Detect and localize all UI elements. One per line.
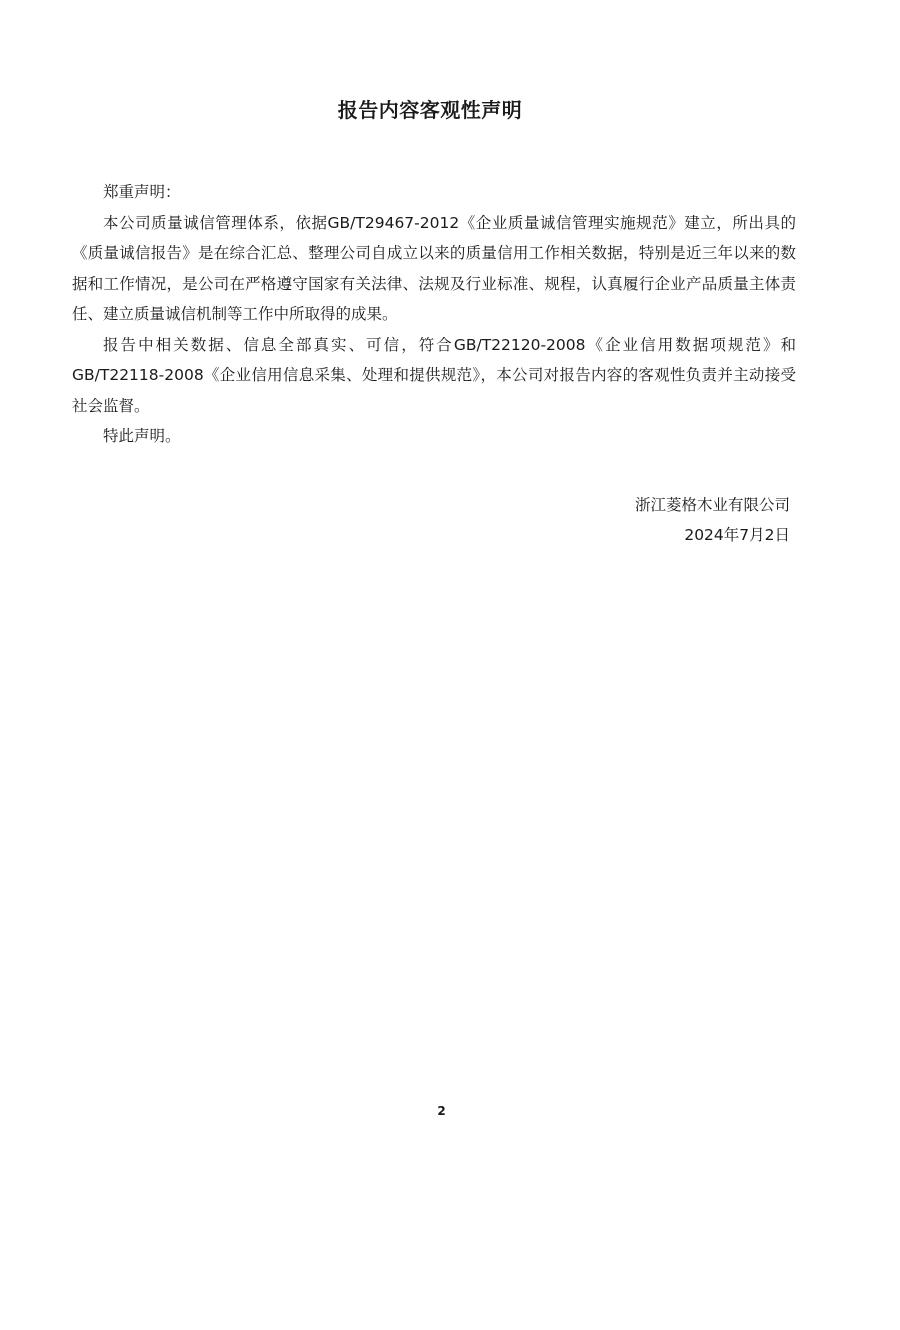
paragraph-1: 本公司质量诚信管理体系，依据GB/T29467-2012《企业质量诚信管理实施规范》建立，所出具的《质量诚信报告》是在综合汇总、整理公司自成立以来的质量信用工作相关数据，特别是近三年以来的数据和工作情况，是公司在严格遵守国家有关法律、法规及行业标准、规程，认真履行企业产品质量主体责任、建立质量诚信机制等工作中所取得的成果。: [72, 213, 796, 323]
company-name: 浙江菱格木业有限公司: [634, 496, 790, 514]
page-number: 2: [437, 1104, 446, 1118]
signature-date: 2024年7月2日: [684, 526, 790, 544]
paragraph-3: 特此声明。: [103, 427, 181, 445]
document-body: [72, 177, 796, 452]
document-title: 报告内容客观性声明: [337, 98, 523, 122]
signature-block: [635, 490, 790, 550]
paragraph-2: 报告中相关数据、信息全部真实、可信，符合GB/T22120-2008《企业信用数据项规范》和GB/T22118-2008《企业信用信息采集、处理和提供规范》，本公司对报告内容的客观性负责并主动接受社会监督。: [72, 335, 796, 415]
salutation: 郑重声明：: [103, 183, 181, 201]
